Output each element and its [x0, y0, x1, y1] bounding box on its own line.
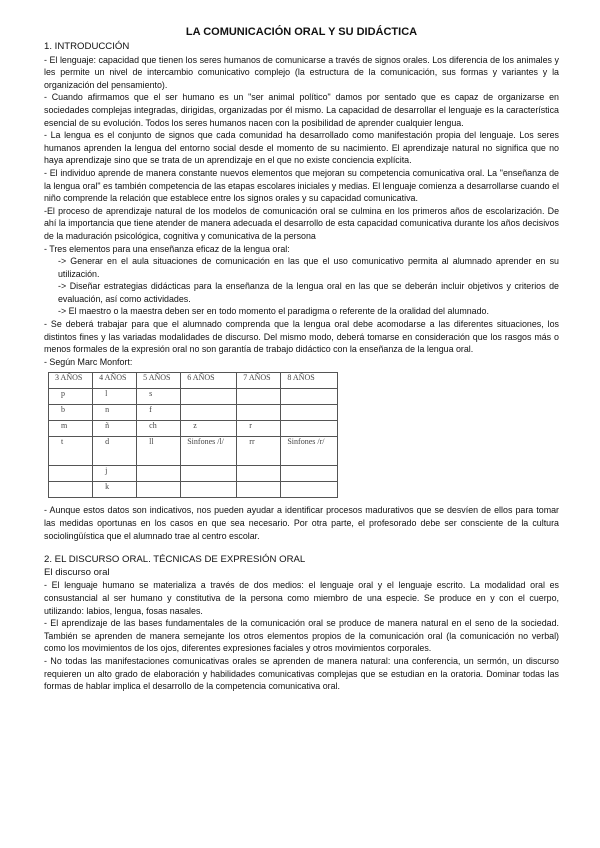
- table-cell: r: [237, 421, 281, 437]
- table-header-row: [49, 373, 338, 389]
- paragraph: - Aunque estos datos son indicativos, nos pueden ayudar a identificar procesos madurativos que se desvíen de ellos para tomar las medidas oportunas en los casos en que sea necesario. Por otra parte, el profesorado debe ser consciente de la cultura sociolingüística que el alumnado trae al centro escolar.: [44, 505, 559, 541]
- table-cell: m: [49, 421, 93, 437]
- table-row: [49, 389, 338, 405]
- paragraph: - El aprendizaje de las bases fundamentales de la comunicación oral se produce de manera natural en el seno de la sociedad. También se aprenden de manera semejante los otros elementos propios de la comunicación oral (la comunicación no verbal) como los movimientos de los ojos, diferentes expresiones faciales y otros movimientos corporales.: [44, 618, 559, 654]
- paragraph: - El individuo aprende de manera constante nuevos elementos que mejoran su competencia comunicativa oral. La "enseñanza de la lengua oral" es también competencia de las etapas escolares iniciales y medias. El lenguaje comienza a desarrollarse cuando el niño comprende la relación que establece entre los signos orales y su capacidad comunicativa.: [44, 167, 559, 204]
- table-cell: [137, 466, 181, 482]
- table-cell: [237, 389, 281, 405]
- table-cell: [281, 389, 338, 405]
- table-cell: d: [93, 437, 137, 466]
- bullet-item: -> Diseñar estrategias didácticas para la enseñanza de la lengua oral en las que se deberán incluir objetivos y criterios de evaluación, así como actividades.: [58, 281, 559, 304]
- paragraph: - Tres elementos para una enseñanza eficaz de la lengua oral:: [44, 243, 290, 254]
- table-cell: ll: [137, 437, 181, 466]
- bullet-item: -> Generar en el aula situaciones de comunicación en las que el uso comunicativo permita al alumnado aprender en su utilización.: [58, 256, 559, 279]
- table-cell: n: [93, 405, 137, 421]
- table-cell: s: [137, 389, 181, 405]
- table-cell: [49, 482, 93, 498]
- table-cell: ñ: [93, 421, 137, 437]
- table-cell: [49, 466, 93, 482]
- table-cell: [281, 466, 338, 482]
- table-cell: l: [93, 389, 137, 405]
- table-row: [49, 466, 338, 482]
- table-cell: [281, 482, 338, 498]
- table-cell: rr: [237, 437, 281, 466]
- table-cell: [181, 466, 237, 482]
- bullet-item: -> El maestro o la maestra deben ser en todo momento el paradigma o referente de la oralidad del alumnado.: [58, 306, 489, 317]
- table-header-cell: 6 AÑOS: [181, 373, 237, 389]
- table-cell: [137, 482, 181, 498]
- table-header-cell: 8 AÑOS: [281, 373, 338, 389]
- document-title: LA COMUNICACIÓN ORAL Y SU DIDÁCTICA: [185, 26, 418, 38]
- table-header-cell: 3 AÑOS: [49, 373, 93, 389]
- paragraph: -El proceso de aprendizaje natural de los modelos de comunicación oral se culmina en los primeros años de escolarización. De ahí la importancia que tiene atender de manera adecuada el desarrollo de esta capacidad comunicativa durante los años decisivos de la maduración psicológica, cognitiva y comunicativa de la persona: [44, 205, 559, 241]
- table-cell: k: [93, 482, 137, 498]
- section-1-heading: 1. INTRODUCCIÓN: [44, 41, 130, 52]
- paragraph: - Según Marc Monfort:: [44, 356, 133, 367]
- table-header-cell: 4 AÑOS: [93, 373, 137, 389]
- table-cell: f: [137, 405, 181, 421]
- table-cell: p: [49, 389, 93, 405]
- paragraph: - El lenguaje: capacidad que tienen los seres humanos de comunicarse a través de signos orales. Los diferencia de los animales y les permite un nivel de intercambio comunicativo complejo (la estructura de la comunicación, sus formas y variantes y la organización del pensamiento).: [44, 54, 559, 90]
- table-row: [49, 405, 338, 421]
- table-row: [49, 421, 338, 437]
- table-cell: [237, 482, 281, 498]
- table-cell: [237, 466, 281, 482]
- table-cell: t: [49, 437, 93, 466]
- paragraph: - El lenguaje humano se materializa a través de dos medios: el lenguaje oral y el lenguaje escrito. La modalidad oral es consustancial al ser humano y constitutiva de la persona como miembro de una especie. Se produce en y con el cuerpo, utilizando: labios, lengua, fosas nasales.: [44, 580, 559, 616]
- table-cell: [181, 389, 237, 405]
- table-header-cell: 7 AÑOS: [237, 373, 281, 389]
- table-cell: ch: [137, 421, 181, 437]
- table-cell: [181, 405, 237, 421]
- table-cell: [281, 421, 338, 437]
- paragraph: - No todas las manifestaciones comunicativas orales se aprenden de manera natural: una conferencia, un sermón, un discurso requieren un alto grado de elaboración y habilidades comunicativas complejas que se estudian en la oratoria. Dominar todas las formas de hablar implica el desarrollo de la competencia comunicativa oral.: [44, 655, 559, 692]
- paragraph: - Cuando afirmamos que el ser humano es un "ser animal político" damos por sentado que es capaz de organizarse en sociedades complejas integradas, dirigidas, organizadas por él mismo. La capacidad de desarrollar el lenguaje es la característica esencial de su evolución. Todos los seres humanos nacen con la posibilidad de aprender cualquier lengua.: [44, 92, 559, 128]
- document-page: [44, 26, 559, 693]
- phoneme-age-table: [48, 372, 338, 498]
- table-cell: Sinfones /r/: [281, 437, 338, 466]
- table-row: [49, 437, 338, 466]
- section-2-heading: 2. EL DISCURSO ORAL. TÉCNICAS DE EXPRESIÓN ORAL: [44, 554, 306, 566]
- table-cell: Sinfones /l/: [181, 437, 237, 466]
- section-2-subheading: El discurso oral: [44, 566, 110, 578]
- table-cell: [281, 405, 338, 421]
- table-cell: [181, 482, 237, 498]
- table-cell: b: [49, 405, 93, 421]
- table-cell: z: [181, 421, 237, 437]
- table-cell: j: [93, 466, 137, 482]
- table-header-cell: 5 AÑOS: [137, 373, 181, 389]
- paragraph: - La lengua es el conjunto de signos que cada comunidad ha desarrollado como manifestación propia del lenguaje. Los seres humanos aprenden la lengua del entorno social desde el momento de su nacimiento. El aprendizaje natural no significa que no haya aprendizaje sino que se trata de un aprendizaje en el que no existe conciencia explícita.: [44, 130, 559, 166]
- table-cell: [237, 405, 281, 421]
- paragraph: - Se deberá trabajar para que el alumnado comprenda que la lengua oral debe acomodarse a las diferentes situaciones, los distintos fines y las variadas modalidades de discurso. Del mismo modo, deberá tomarse en consideración que los rasgos más o menos formales de la expresión oral no son garantía de trabajo didáctico con la enseñanza de la lengua oral.: [44, 319, 559, 355]
- table-row: [49, 482, 338, 498]
